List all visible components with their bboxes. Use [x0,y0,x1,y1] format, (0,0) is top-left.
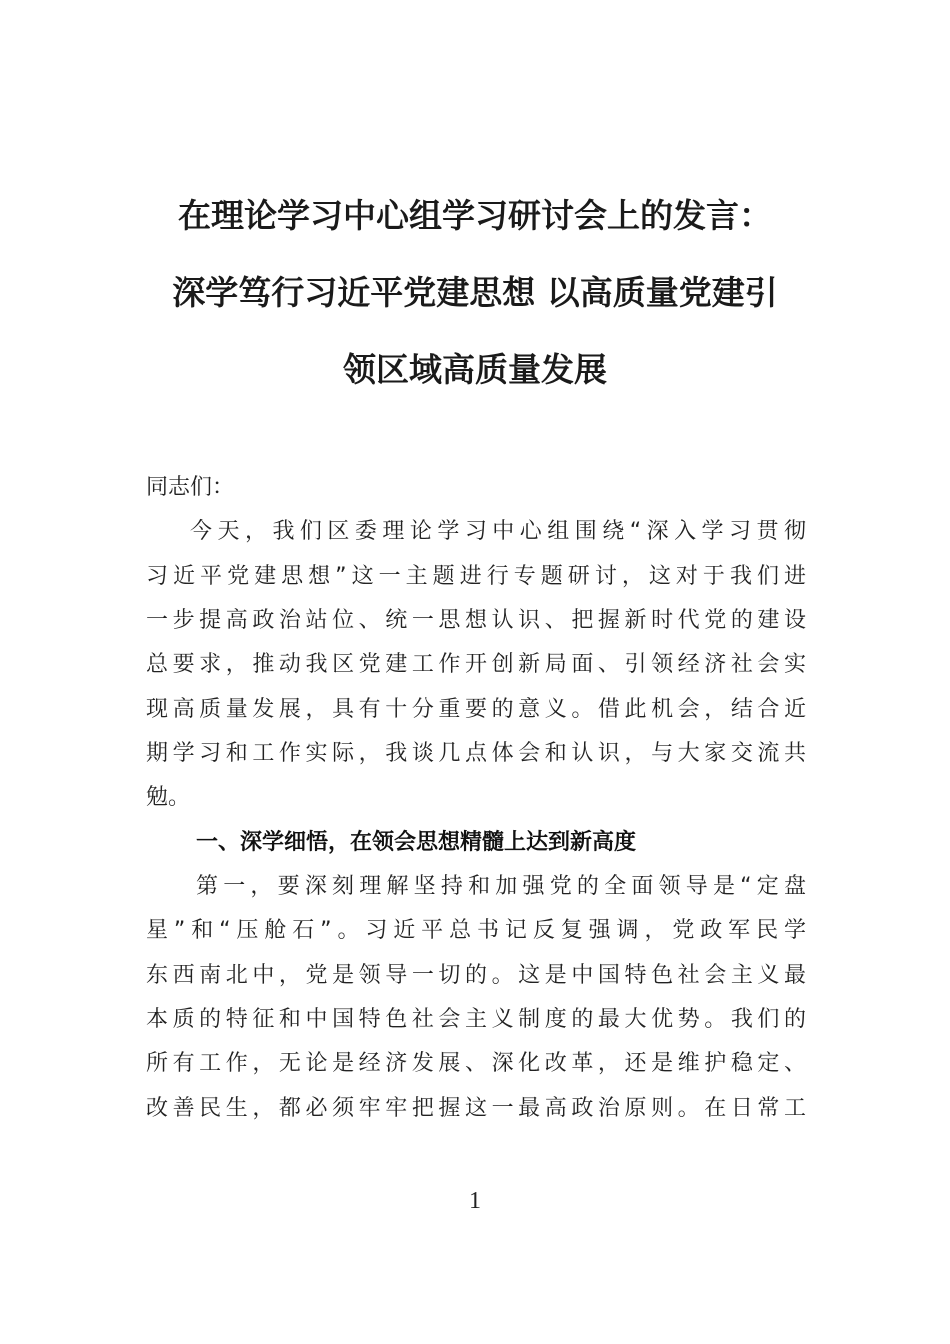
salutation: 同志们： [146,475,235,500]
page-number: 1 [469,1188,481,1214]
intro-line-5: 现高质量发展，具有十分重要的意义。借此机会，结合近 [146,697,806,722]
section-line-6: 改善民生，都必须牢牢把握这一最高政治原则。在日常工 [146,1096,806,1121]
intro-line-4: 总要求，推动我区党建工作开创新局面、引领经济社会实 [146,652,806,677]
title-line-1: 在理论学习中心组学习研讨会上的发言： [178,196,772,235]
section-line-2: 星”和“压舱石”。习近平总书记反复强调，党政军民学 [146,918,806,943]
section-line-3: 东西南北中，党是领导一切的。这是中国特色社会主义最 [146,963,806,988]
section-heading: 一、深学细悟，在领会思想精髓上达到新高度 [196,830,637,855]
intro-line-2: 习近平党建思想”这一主题进行专题研讨，这对于我们进 [146,564,806,589]
intro-line-7: 勉。 [146,785,191,810]
intro-line-6: 期学习和工作实际，我谈几点体会和认识，与大家交流共 [146,741,806,766]
document-title [100,177,850,408]
section-line-4: 本质的特征和中国特色社会主义制度的最大优势。我们的 [146,1007,806,1032]
section-line-5: 所有工作，无论是经济发展、深化改革，还是维护稳定、 [146,1051,806,1076]
intro-line-3: 一步提高政治站位、统一思想认识、把握新时代党的建设 [146,608,806,633]
title-line-2: 深学笃行习近平党建思想 以高质量党建引 [172,273,778,312]
section-line-1: 第一，要深刻理解坚持和加强党的全面领导是“定盘 [196,874,806,899]
intro-line-1: 今天，我们区委理论学习中心组围绕“深入学习贯彻 [190,519,806,544]
title-line-3: 领区域高质量发展 [343,350,607,389]
